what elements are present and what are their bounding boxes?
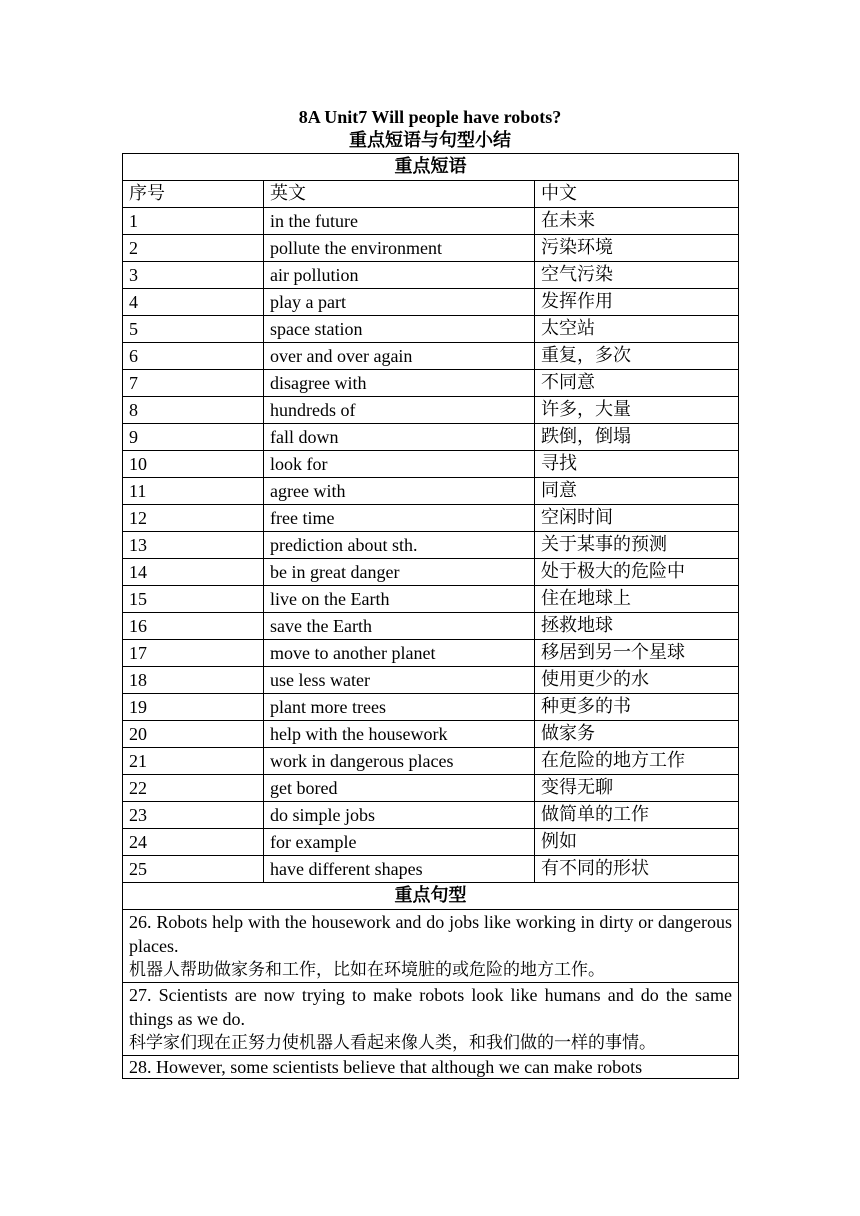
phrase-cn: 例如 — [535, 829, 739, 856]
phrase-num: 22 — [123, 775, 264, 802]
table-row — [123, 586, 739, 613]
phrase-cn: 同意 — [535, 478, 739, 505]
header-cn: 中文 — [535, 181, 739, 208]
phrase-en: have different shapes — [264, 856, 535, 883]
sentence-en: 27. Scientists are now trying to make robots look like humans and do the same things as we do. — [129, 985, 733, 1029]
phrase-en: get bored — [264, 775, 535, 802]
document-title: 8A Unit7 Will people have robots? — [298, 107, 562, 127]
phrase-en: play a part — [264, 289, 535, 316]
phrase-cn: 种更多的书 — [535, 694, 739, 721]
phrase-en: disagree with — [264, 370, 535, 397]
header-row — [123, 181, 739, 208]
phrase-cn: 做家务 — [535, 721, 739, 748]
table-row — [123, 370, 739, 397]
phrase-en: save the Earth — [264, 613, 535, 640]
phrase-cn: 有不同的形状 — [535, 856, 739, 883]
phrase-num: 16 — [123, 613, 264, 640]
sentence-partial: 28. However, some scientists believe that although we can make robots — [123, 1056, 739, 1079]
document-subtitle: 重点短语与句型小结 — [349, 130, 511, 151]
phrase-cn: 太空站 — [535, 316, 739, 343]
table-row — [123, 721, 739, 748]
phrase-num: 25 — [123, 856, 264, 883]
table-row — [123, 397, 739, 424]
phrase-num: 4 — [123, 289, 264, 316]
sentences-section-row — [123, 883, 739, 910]
phrase-num: 19 — [123, 694, 264, 721]
phrase-cn: 不同意 — [535, 370, 739, 397]
sentence-cn: 机器人帮助做家务和工作，比如在环境脏的或危险的地方工作。 — [129, 960, 605, 980]
phrase-cn: 移居到另一个星球 — [535, 640, 739, 667]
phrase-num: 20 — [123, 721, 264, 748]
phrases-section-title: 重点短语 — [123, 154, 739, 181]
table-row — [123, 208, 739, 235]
phrase-num: 12 — [123, 505, 264, 532]
phrase-num: 7 — [123, 370, 264, 397]
phrase-cn: 使用更少的水 — [535, 667, 739, 694]
table-row — [123, 856, 739, 883]
phrase-cn: 寻找 — [535, 451, 739, 478]
table-row — [123, 694, 739, 721]
phrase-num: 15 — [123, 586, 264, 613]
sentence-cn: 科学家们现在正努力使机器人看起来像人类，和我们做的一样的事情。 — [129, 1033, 656, 1053]
phrase-num: 18 — [123, 667, 264, 694]
table-row — [123, 424, 739, 451]
phrase-en: look for — [264, 451, 535, 478]
table-row — [123, 235, 739, 262]
phrase-en: in the future — [264, 208, 535, 235]
sentence-cell — [123, 983, 739, 1056]
phrase-cn: 发挥作用 — [535, 289, 739, 316]
table-row — [123, 775, 739, 802]
phrase-en: for example — [264, 829, 535, 856]
phrase-cn: 关于某事的预测 — [535, 532, 739, 559]
table-row — [123, 667, 739, 694]
table-row — [123, 316, 739, 343]
table-row — [123, 829, 739, 856]
phrases-section-row — [123, 154, 739, 181]
table-row — [123, 559, 739, 586]
phrase-en: agree with — [264, 478, 535, 505]
phrase-en: hundreds of — [264, 397, 535, 424]
phrase-num: 13 — [123, 532, 264, 559]
phrase-cn: 空闲时间 — [535, 505, 739, 532]
phrase-cn: 拯救地球 — [535, 613, 739, 640]
table-row — [123, 343, 739, 370]
table-row — [123, 748, 739, 775]
phrase-en: space station — [264, 316, 535, 343]
table-row — [123, 505, 739, 532]
table-row — [123, 451, 739, 478]
phrase-num: 24 — [123, 829, 264, 856]
phrase-cn: 住在地球上 — [535, 586, 739, 613]
sentence-en: 26. Robots help with the housework and do jobs like working in dirty or dangerous places. — [129, 912, 733, 956]
phrase-en: free time — [264, 505, 535, 532]
phrase-num: 23 — [123, 802, 264, 829]
phrase-en: pollute the environment — [264, 235, 535, 262]
sentence-row — [123, 910, 739, 983]
phrase-num: 6 — [123, 343, 264, 370]
phrase-num: 10 — [123, 451, 264, 478]
sentence-row-partial — [123, 1056, 739, 1079]
phrase-num: 3 — [123, 262, 264, 289]
phrase-cn: 做简单的工作 — [535, 802, 739, 829]
phrase-cn: 变得无聊 — [535, 775, 739, 802]
phrase-en: fall down — [264, 424, 535, 451]
phrase-en: move to another planet — [264, 640, 535, 667]
phrase-num: 1 — [123, 208, 264, 235]
phrase-cn: 在危险的地方工作 — [535, 748, 739, 775]
phrase-num: 17 — [123, 640, 264, 667]
phrase-num: 21 — [123, 748, 264, 775]
table-row — [123, 478, 739, 505]
phrase-en: over and over again — [264, 343, 535, 370]
sentences-section-title: 重点句型 — [123, 883, 739, 910]
phrase-en: use less water — [264, 667, 535, 694]
phrase-num: 14 — [123, 559, 264, 586]
phrase-table — [122, 153, 739, 1079]
phrase-en: help with the housework — [264, 721, 535, 748]
header-en: 英文 — [264, 181, 535, 208]
phrase-num: 11 — [123, 478, 264, 505]
table-row — [123, 532, 739, 559]
phrase-num: 9 — [123, 424, 264, 451]
table-row — [123, 613, 739, 640]
phrase-cn: 许多，大量 — [535, 397, 739, 424]
phrase-num: 5 — [123, 316, 264, 343]
table-row — [123, 802, 739, 829]
phrase-cn: 重复，多次 — [535, 343, 739, 370]
header-num: 序号 — [123, 181, 264, 208]
phrase-num: 8 — [123, 397, 264, 424]
phrase-cn: 跌倒，倒塌 — [535, 424, 739, 451]
phrase-en: plant more trees — [264, 694, 535, 721]
phrase-cn: 空气污染 — [535, 262, 739, 289]
phrase-num: 2 — [123, 235, 264, 262]
phrase-en: live on the Earth — [264, 586, 535, 613]
phrase-cn: 在未来 — [535, 208, 739, 235]
phrase-en: prediction about sth. — [264, 532, 535, 559]
phrase-en: air pollution — [264, 262, 535, 289]
table-row — [123, 262, 739, 289]
phrase-cn: 污染环境 — [535, 235, 739, 262]
table-row — [123, 640, 739, 667]
sentence-row — [123, 983, 739, 1056]
phrase-en: be in great danger — [264, 559, 535, 586]
phrase-en: work in dangerous places — [264, 748, 535, 775]
phrase-cn: 处于极大的危险中 — [535, 559, 739, 586]
table-row — [123, 289, 739, 316]
phrase-en: do simple jobs — [264, 802, 535, 829]
sentence-cell — [123, 910, 739, 983]
